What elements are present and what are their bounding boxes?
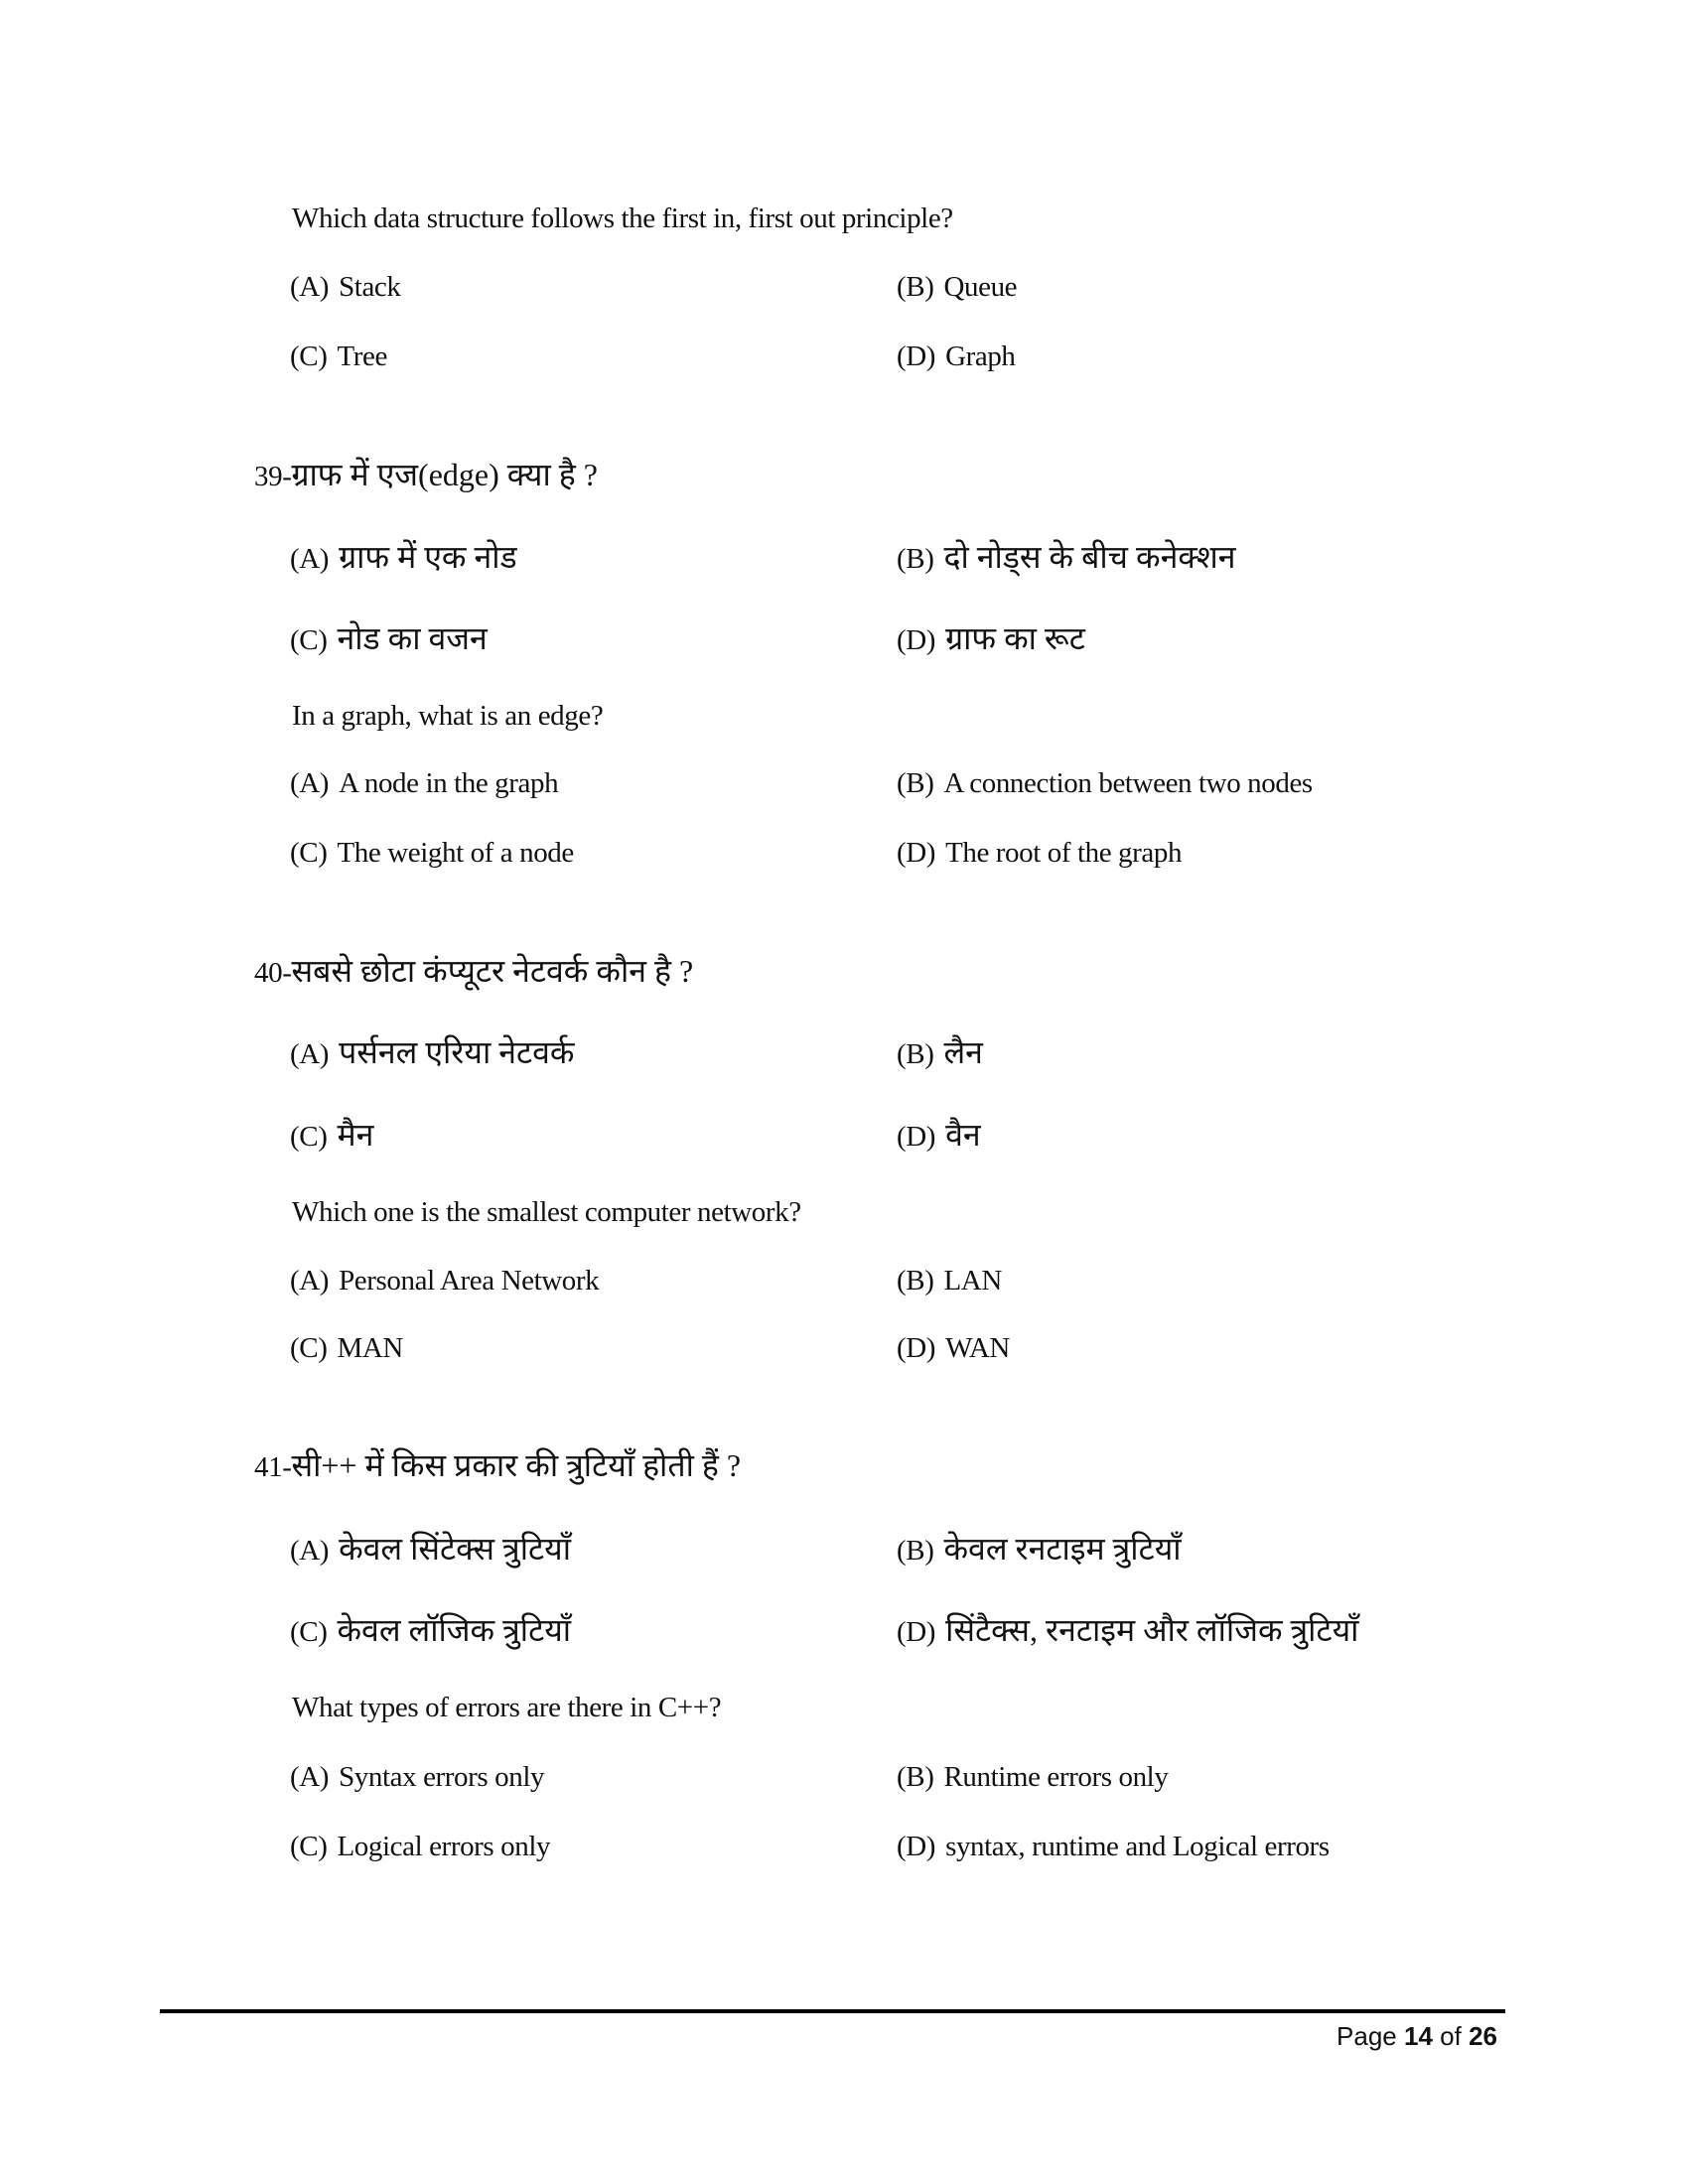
option-text: Queue — [943, 271, 1018, 303]
question-40-english-text: Which one is the smallest computer network? — [292, 1196, 801, 1228]
option-label: (D) — [897, 1121, 936, 1153]
option-b-hindi — [897, 541, 1236, 574]
option-label: (C) — [290, 341, 328, 372]
question-text: ग्राफ में एज(edge) क्या है ? — [291, 457, 598, 492]
option-label: (D) — [897, 1332, 936, 1364]
option-b — [897, 1763, 1168, 1792]
option-label: (B) — [897, 1038, 934, 1070]
option-label: (B) — [897, 543, 934, 575]
option-text: सिंटैक्स, रनटाइम और लॉजिक त्रुटियाँ — [945, 1612, 1359, 1648]
page-prefix: Page — [1336, 2021, 1397, 2051]
question-39-hindi-text — [254, 459, 598, 491]
option-label: (C) — [290, 1831, 328, 1862]
option-a — [290, 273, 401, 302]
option-text: केवल रनटाइम त्रुटियाँ — [943, 1531, 1182, 1567]
option-text: A connection between two nodes — [943, 767, 1313, 799]
option-d — [897, 342, 1016, 371]
page-of: of — [1440, 2021, 1462, 2051]
option-d-hindi — [897, 1119, 981, 1152]
option-label: (A) — [290, 271, 330, 303]
option-text: Stack — [339, 271, 401, 303]
option-label: (B) — [897, 1535, 934, 1567]
option-label: (C) — [290, 624, 328, 656]
option-label: (B) — [897, 271, 934, 303]
option-label: (A) — [290, 767, 330, 799]
option-text: ग्राफ में एक नोड — [339, 539, 517, 575]
option-text: syntax, runtime and Logical errors — [945, 1831, 1330, 1862]
page-current: 14 — [1404, 2021, 1433, 2051]
question-39-english-text: In a graph, what is an edge? — [292, 700, 604, 732]
question-41-english-text: What types of errors are there in C++? — [292, 1692, 722, 1723]
question-number: 41- — [254, 1451, 292, 1483]
option-b — [897, 1267, 1002, 1296]
option-label: (A) — [290, 1761, 330, 1793]
option-c — [290, 1334, 403, 1363]
option-label: (D) — [897, 837, 936, 869]
option-text: Syntax errors only — [339, 1761, 545, 1793]
option-text: A node in the graph — [339, 767, 559, 799]
option-label: (D) — [897, 1616, 936, 1648]
option-label: (C) — [290, 837, 328, 869]
option-text: दो नोड्स के बीच कनेक्शन — [943, 539, 1236, 575]
option-d — [897, 1833, 1330, 1861]
option-text: पर्सनल एरिया नेटवर्क — [339, 1034, 575, 1070]
option-text: केवल सिंटेक्स त्रुटियाँ — [339, 1531, 571, 1567]
option-d-hindi — [897, 622, 1085, 655]
option-label: (A) — [290, 1265, 330, 1297]
option-text: The weight of a node — [337, 837, 574, 869]
question-41-hindi-text — [254, 1449, 741, 1482]
option-d — [897, 839, 1182, 868]
option-a-hindi — [290, 1533, 571, 1566]
option-label: (D) — [897, 341, 936, 372]
option-c — [290, 342, 387, 371]
option-label: (C) — [290, 1121, 328, 1153]
option-b-hindi — [897, 1036, 983, 1069]
option-text: केवल लॉजिक त्रुटियाँ — [337, 1612, 572, 1648]
option-text: लैन — [943, 1034, 983, 1070]
option-a — [290, 1763, 544, 1792]
option-label: (A) — [290, 543, 330, 575]
option-a-hindi — [290, 1036, 575, 1069]
option-a — [290, 769, 558, 798]
option-text: LAN — [943, 1265, 1002, 1297]
page-total: 26 — [1469, 2021, 1497, 2051]
option-label: (C) — [290, 1332, 328, 1364]
option-text: Graph — [945, 341, 1016, 372]
option-label: (D) — [897, 624, 936, 656]
option-c-hindi — [290, 1119, 373, 1152]
option-text: वैन — [945, 1117, 981, 1153]
option-b-hindi — [897, 1533, 1182, 1566]
option-d — [897, 1334, 1010, 1363]
question-text: सबसे छोटा कंप्यूटर नेटवर्क कौन है ? — [291, 953, 694, 989]
option-c-hindi — [290, 622, 488, 655]
option-a-hindi — [290, 541, 517, 574]
question-number: 40- — [254, 957, 292, 989]
option-text: WAN — [945, 1332, 1010, 1364]
option-label: (D) — [897, 1831, 936, 1862]
footer-divider — [160, 2009, 1505, 2013]
page-number — [1336, 2021, 1497, 2052]
question-40-hindi-text — [254, 955, 693, 988]
option-label: (B) — [897, 767, 934, 799]
option-c — [290, 1833, 550, 1861]
option-text: Tree — [337, 341, 387, 372]
option-text: Logical errors only — [337, 1831, 551, 1862]
option-a — [290, 1267, 599, 1296]
question-number: 39- — [254, 461, 292, 492]
option-text: The root of the graph — [945, 837, 1183, 869]
option-text: MAN — [337, 1332, 403, 1364]
option-label: (A) — [290, 1535, 330, 1567]
option-b — [897, 769, 1313, 798]
option-d-hindi — [897, 1614, 1358, 1647]
option-text: नोड का वजन — [337, 620, 488, 656]
option-label: (C) — [290, 1616, 328, 1648]
option-c — [290, 839, 574, 868]
option-label: (B) — [897, 1761, 934, 1793]
question-38-english-text: Which data structure follows the first in, first out principle? — [292, 203, 953, 234]
option-b — [897, 273, 1017, 302]
option-text: ग्राफ का रूट — [945, 620, 1085, 656]
option-text: Runtime errors only — [943, 1761, 1169, 1793]
option-c-hindi — [290, 1614, 571, 1647]
option-text: मैन — [337, 1117, 374, 1153]
option-label: (A) — [290, 1038, 330, 1070]
option-label: (B) — [897, 1265, 934, 1297]
option-text: Personal Area Network — [339, 1265, 600, 1297]
question-text: सी++ में किस प्रकार की त्रुटियाँ होती हैं ? — [291, 1447, 742, 1483]
